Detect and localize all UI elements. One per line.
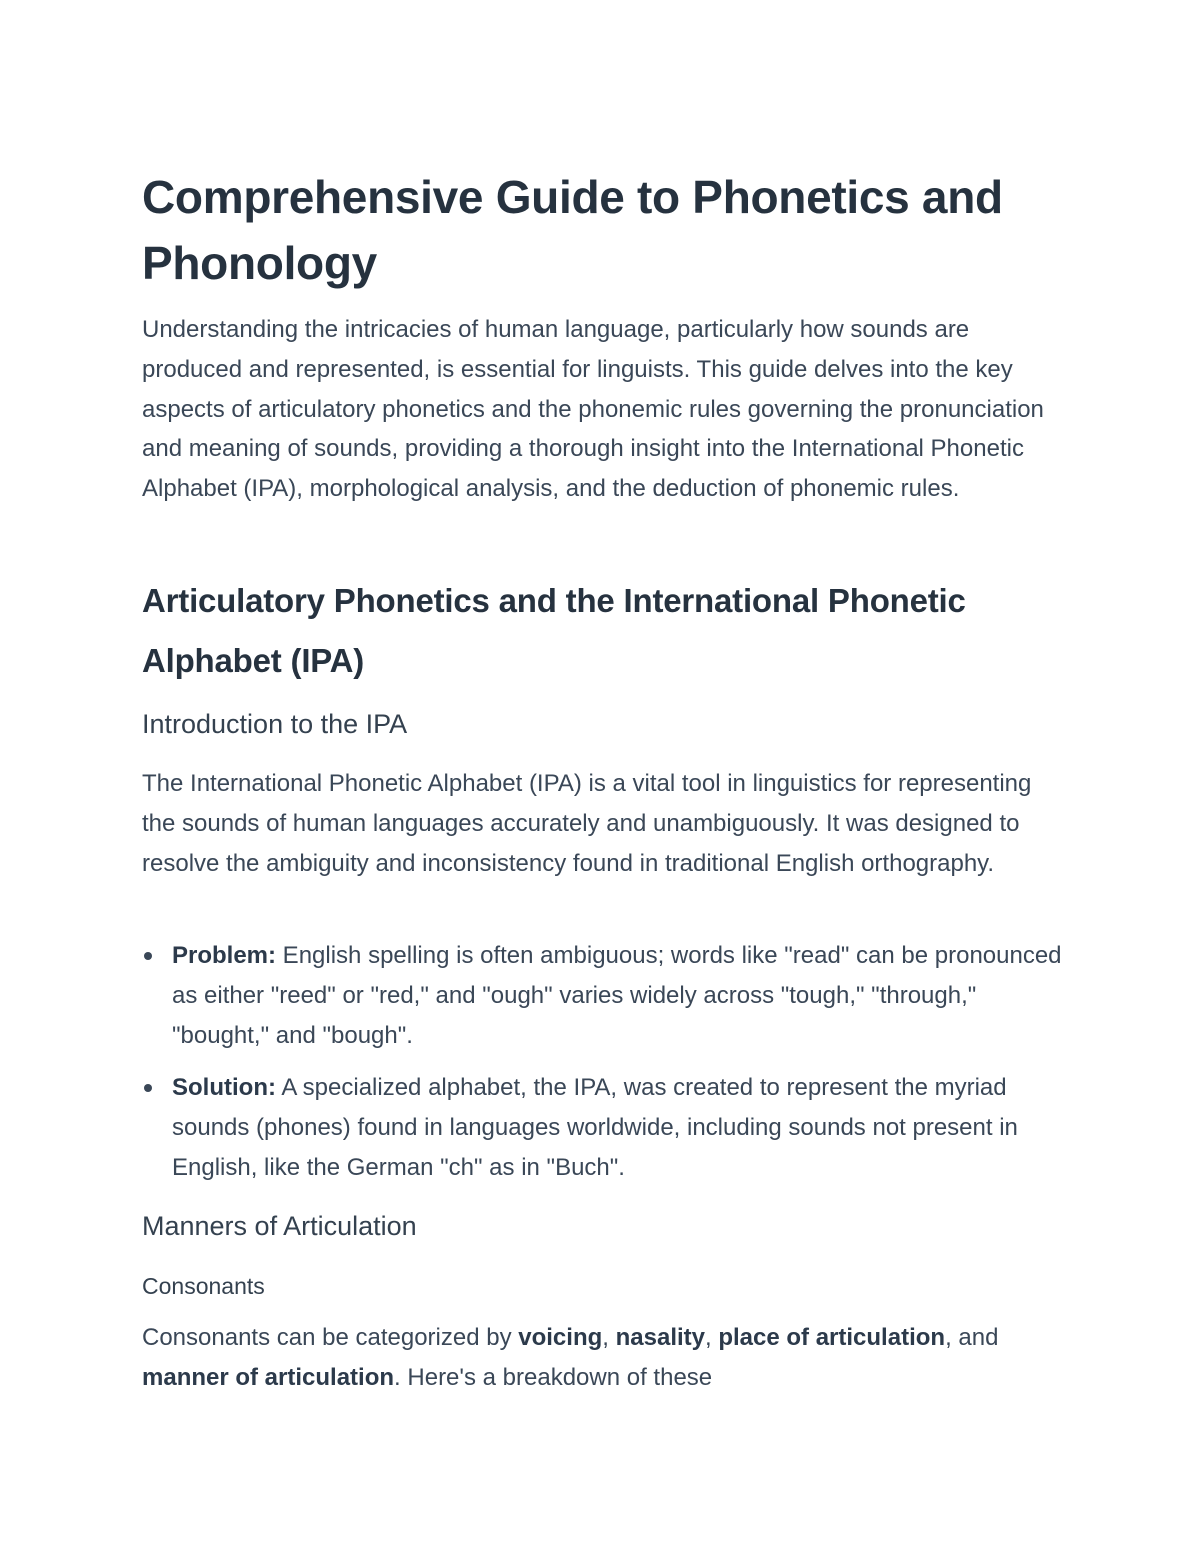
consonants-paragraph [142, 1318, 1042, 1398]
consonants-text-1: Consonants can be categorized by [142, 1324, 519, 1351]
bullet-label-solution: Solution: [172, 1074, 276, 1101]
term-manner-of-articulation: manner of articulation [142, 1364, 395, 1391]
consonants-sep-2: , [705, 1324, 719, 1351]
consonants-sep-3: , and [945, 1324, 999, 1351]
bullet-dot-icon [144, 952, 152, 960]
consonants-text-2: . Here's a breakdown of these [394, 1364, 713, 1391]
bullet-text-problem: English spelling is often ambiguous; words like "read" can be pronounced as either "reed" or "red," and "ough" varies widely across "tough," "through," "bought," and "bough". [172, 942, 1062, 1049]
bullet-label-problem: Problem: [172, 942, 277, 969]
list-item-problem [142, 936, 1072, 1056]
subheading-consonants: Consonants [142, 1273, 265, 1299]
page-title: Comprehensive Guide to Phonetics and Phonology [142, 171, 1003, 289]
term-nasality: nasality [615, 1324, 705, 1351]
consonants-sep-1: , [602, 1324, 616, 1351]
subsection-heading-intro-ipa: Introduction to the IPA [142, 709, 408, 739]
bullet-text-solution: A specialized alphabet, the IPA, was created to represent the myriad sounds (phones) found in languages worldwide, including sounds not present in English, like the German "ch" as in "Buch". [172, 1074, 1018, 1181]
subsection-heading-manners: Manners of Articulation [142, 1211, 417, 1241]
list-item-solution [142, 1068, 1072, 1188]
term-place-of-articulation: place of articulation [718, 1324, 946, 1351]
term-voicing: voicing [518, 1324, 603, 1351]
bullet-dot-icon [144, 1084, 152, 1092]
intro-paragraph: Understanding the intricacies of human language, particularly how sounds are produced and represented, is essential for linguists. This guide delves into the key aspects of articulatory phonetics and the phonemic rules governing the pronunciation and meaning of sounds, providing a thorough insight into the International Phonetic Alphabet (IPA), morphological analysis, and the deduction of phonemic rules. [142, 316, 1044, 503]
ipa-paragraph: The International Phonetic Alphabet (IPA) is a vital tool in linguistics for representing the sounds of human languages accurately and unambiguously. It was designed to resolve the ambiguity and inconsistency found in traditional English orthography. [142, 770, 1032, 877]
ipa-bullet-list [142, 936, 1072, 1188]
section-heading-articulatory-phonetics: Articulatory Phonetics and the International Phonetic Alphabet (IPA) [142, 582, 966, 679]
